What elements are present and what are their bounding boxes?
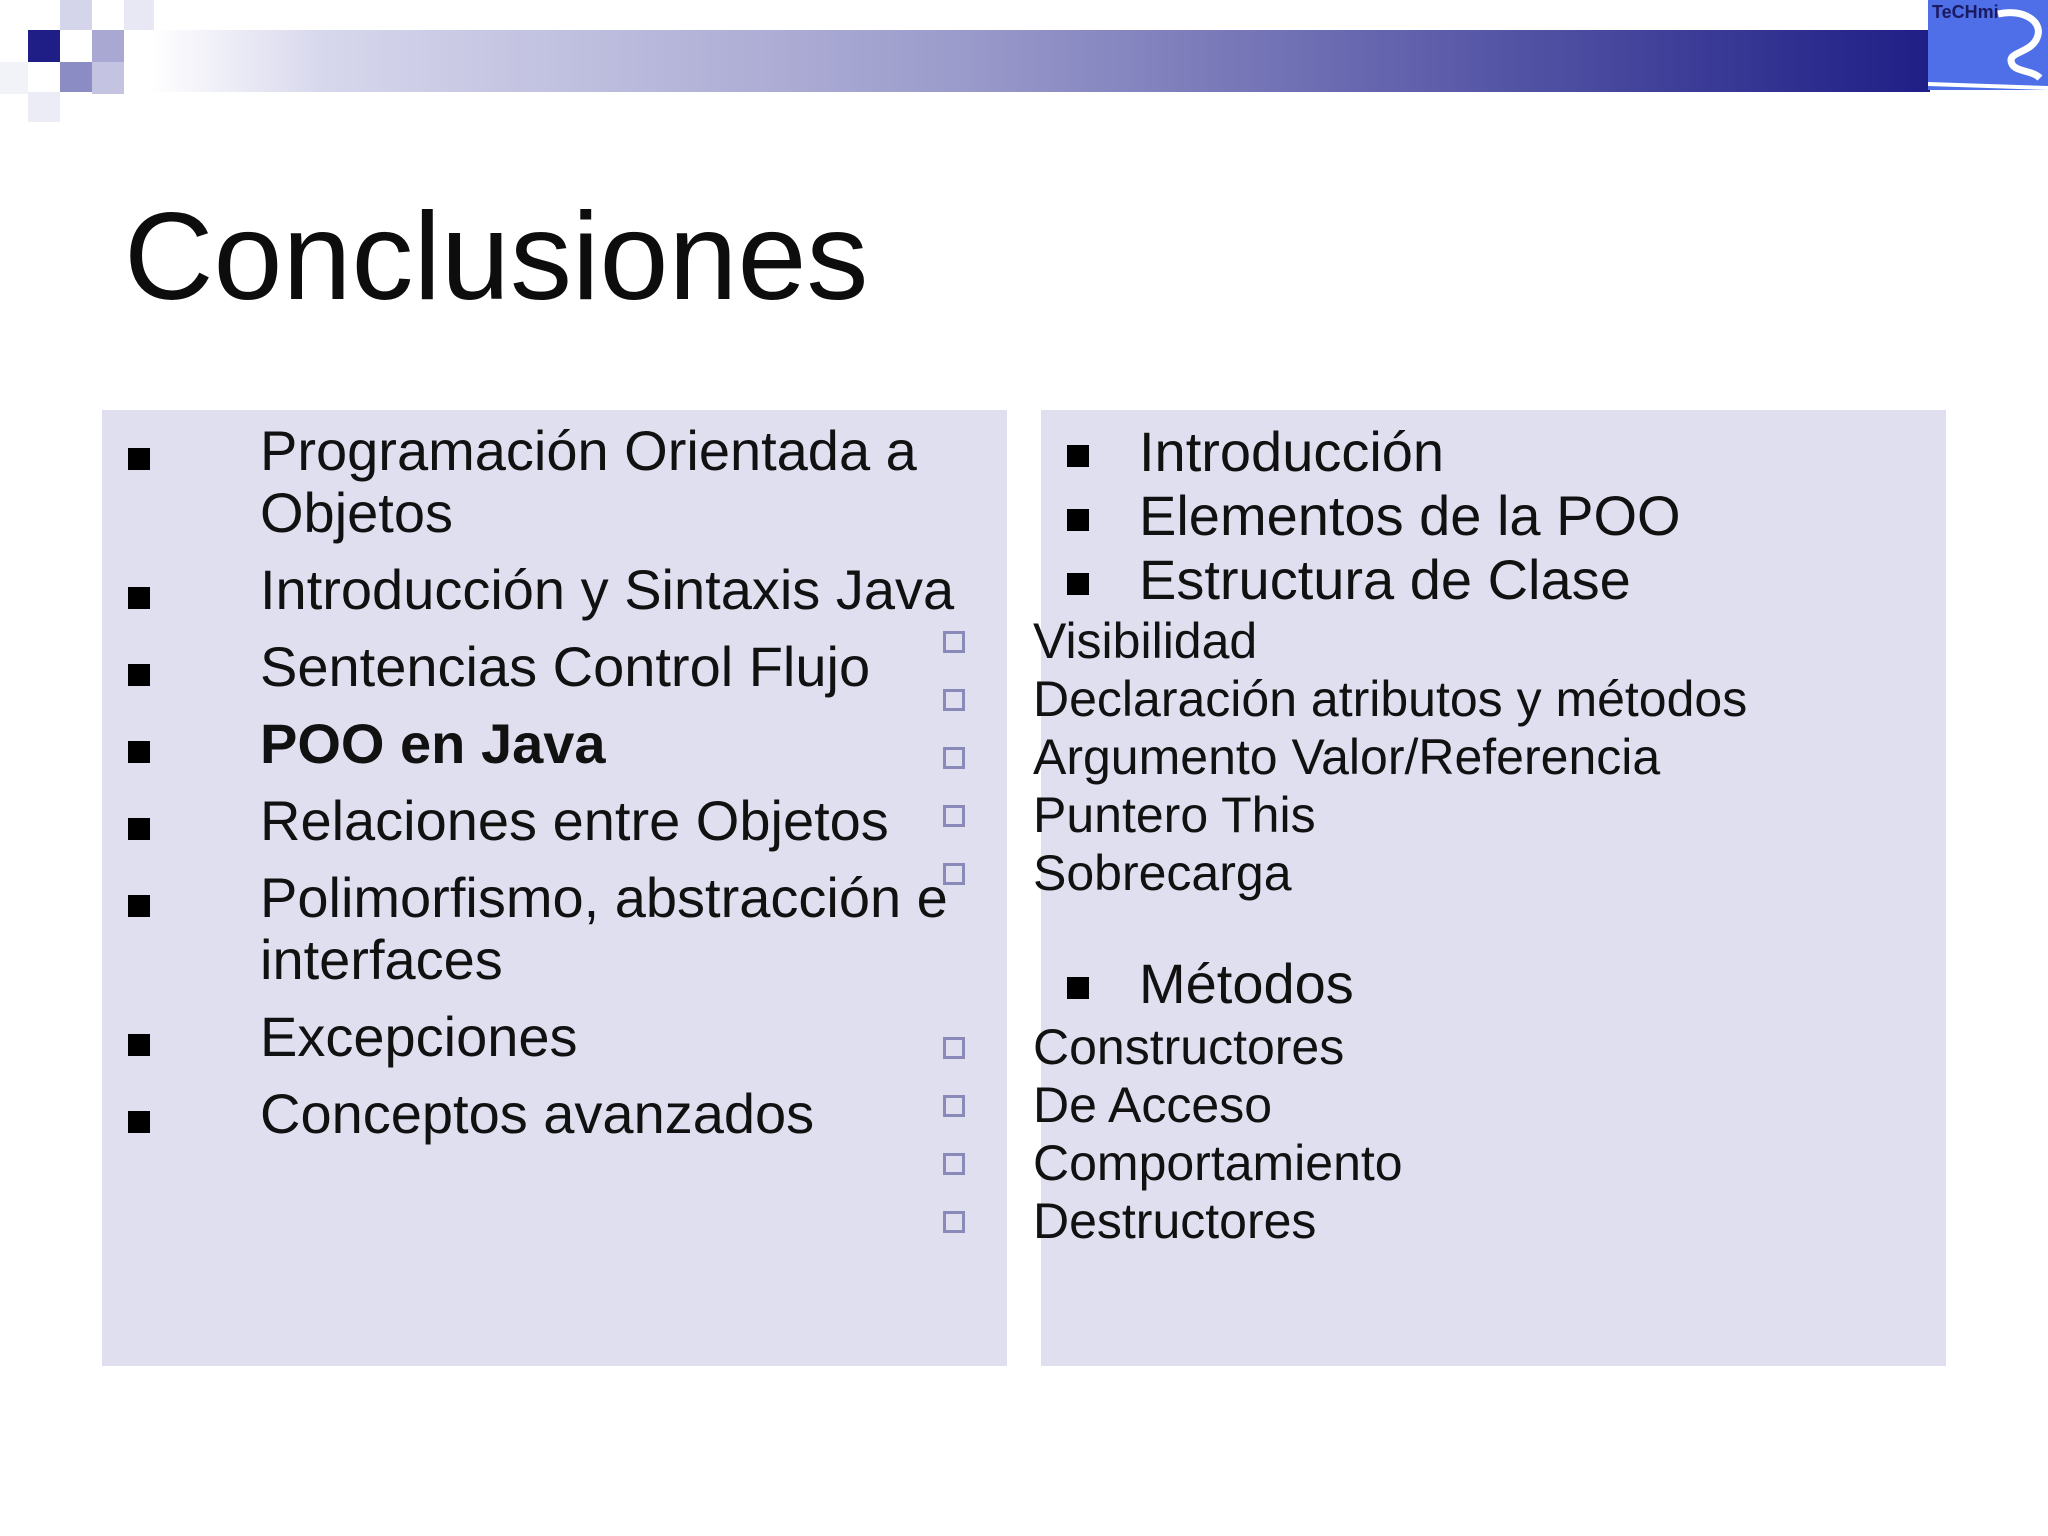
techmi-logo-icon [1928, 0, 2048, 90]
square-bullet-icon [128, 741, 150, 763]
sub-list-item: Comportamiento [943, 1140, 1946, 1186]
header-decor-square [60, 0, 92, 30]
header-decor-square [28, 30, 60, 62]
square-bullet-icon [128, 587, 150, 609]
hollow-square-bullet-icon [943, 1211, 965, 1233]
list-item: Sentencias Control Flujo [102, 636, 1007, 698]
list-item: Métodos [1041, 952, 1946, 1016]
hollow-square-bullet-icon [943, 689, 965, 711]
header-gradient-bar [150, 30, 1930, 92]
list-item: Polimorfismo, abstracción e interfaces [102, 867, 1007, 991]
sub-list-item: Constructores [943, 1024, 1946, 1070]
right-content-panel [1033, 410, 1946, 1366]
square-bullet-icon [128, 1034, 150, 1056]
left-bullet-list [102, 420, 1007, 1160]
square-bullet-icon [1067, 573, 1089, 595]
sub-list-item: Puntero This [943, 792, 1946, 838]
slide-title: Conclusiones [124, 188, 869, 326]
header-decor-square [60, 62, 92, 92]
hollow-square-bullet-icon [943, 631, 965, 653]
header-decor-square [28, 92, 60, 122]
square-bullet-icon [1067, 977, 1089, 999]
square-bullet-icon [128, 818, 150, 840]
header-decor-square [92, 62, 124, 94]
hollow-square-bullet-icon [943, 1153, 965, 1175]
left-content-panel [102, 410, 1007, 1366]
square-bullet-icon [128, 664, 150, 686]
metodos-sub-list [1033, 1019, 1946, 1256]
list-item: Estructura de Clase [1041, 548, 1946, 612]
list-item: Programación Orientada a Objetos [102, 420, 1007, 544]
list-item: POO en Java [102, 713, 1007, 775]
right-bullet-list-2 [1041, 952, 1946, 1016]
list-item: Introducción [1041, 420, 1946, 484]
hollow-square-bullet-icon [943, 747, 965, 769]
hollow-square-bullet-icon [943, 805, 965, 827]
square-bullet-icon [128, 1111, 150, 1133]
hollow-square-bullet-icon [943, 1037, 965, 1059]
estructura-sub-list [1033, 613, 1946, 908]
right-bullet-list [1041, 420, 1946, 612]
hollow-square-bullet-icon [943, 863, 965, 885]
list-item: Relaciones entre Objetos [102, 790, 1007, 852]
sub-list-item: Visibilidad [943, 618, 1946, 664]
list-item: Conceptos avanzados [102, 1083, 1007, 1145]
square-bullet-icon [128, 448, 150, 470]
sub-list-item: Sobrecarga [943, 850, 1946, 896]
header-decor-square [92, 30, 124, 62]
list-item: Introducción y Sintaxis Java [102, 559, 1007, 621]
sub-list-item: Argumento Valor/Referencia [943, 734, 1946, 780]
square-bullet-icon [1067, 445, 1089, 467]
list-item: Excepciones [102, 1006, 1007, 1068]
square-bullet-icon [128, 895, 150, 917]
sub-list-item: Declaración atributos y métodos [943, 676, 1946, 722]
header-decor-square [124, 0, 154, 30]
list-item: Elementos de la POO [1041, 484, 1946, 548]
header-decor-square [0, 62, 28, 94]
sub-list-item: De Acceso [943, 1082, 1946, 1128]
logo-text: TeCHmi [1932, 2, 1999, 22]
square-bullet-icon [1067, 509, 1089, 531]
sub-list-item: Destructores [943, 1198, 1946, 1244]
hollow-square-bullet-icon [943, 1095, 965, 1117]
